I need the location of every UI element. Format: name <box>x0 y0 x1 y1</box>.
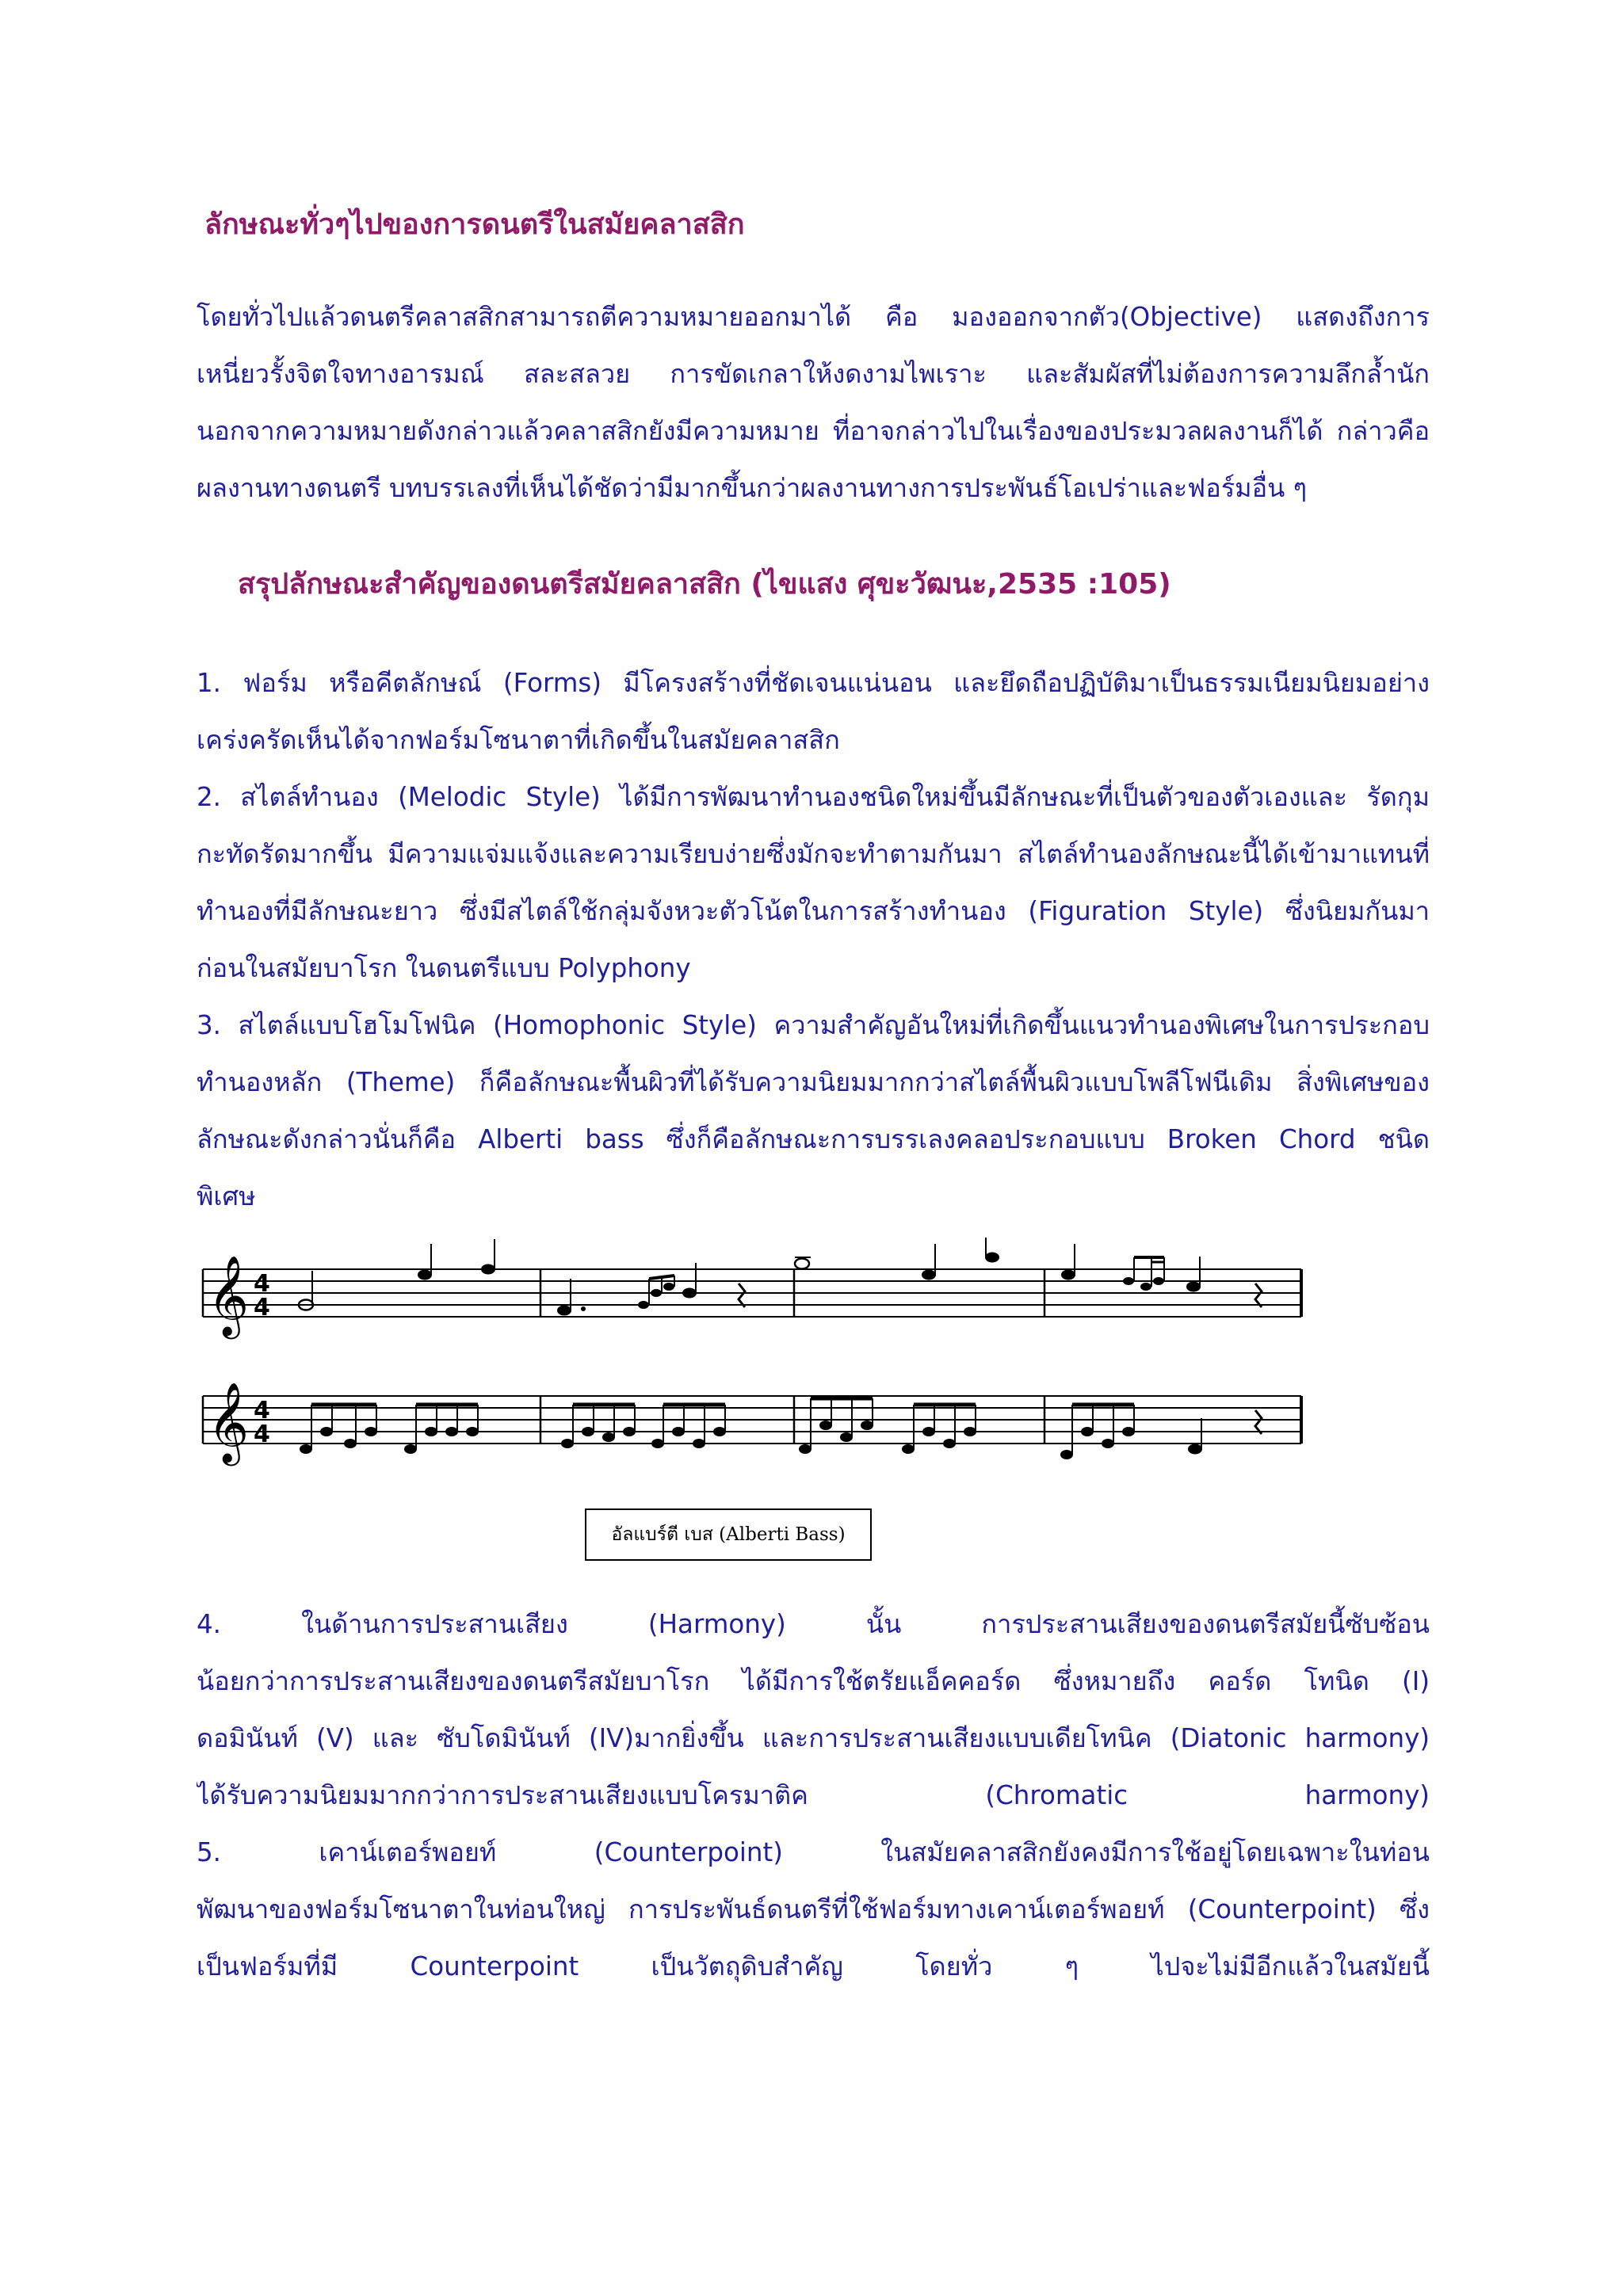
time-signature-top: 4 <box>254 1397 270 1425</box>
item-5-line: พัฒนาของฟอร์มโซนาตาในท่อนใหญ่ การประพันธ์ดนตรีที่ใช้ฟอร์มทางเคาน์เตอร์พอยท์ (Counterpoint) ซึ่ง <box>197 1894 1430 1924</box>
notation-caption: อัลแบร์ตี เบส (Alberti Bass) <box>585 1508 872 1561</box>
heading-summary: สรุปลักษณะสำคัญของดนตรีสมัยคลาสสิก (ไขแสง ศุขะวัฒนะ,2535 :105) <box>238 568 1171 601</box>
item-4-line: ดอมินันท์ (V) และ ซับโดมินันท์ (IV)มากยิ่งขึ้น และการประสานเสียงแบบเดียโทนิค (Diatonic harmony) <box>197 1723 1430 1753</box>
treble-clef-icon: 𝄞 <box>208 1254 250 1336</box>
intro-paragraph <box>197 288 1430 517</box>
item-4-line: น้อยกว่าการประสานเสียงของดนตรีสมัยบาโรก ได้มีการใช้ตรัยแอ็คคอร์ด ซึ่งหมายถึง คอร์ด โทนิด (I) <box>197 1666 1430 1696</box>
time-signature-bottom: 4 <box>254 1421 270 1448</box>
alberti-bass-notation <box>195 1238 1304 1491</box>
item-2-line: ทำนองที่มีลักษณะยาว ซึ่งมีสไตล์ใช้กลุ่มจังหวะตัวโน้ตในการสร้างทำนอง (Figuration Style) ซึ่งนิยมกันมา <box>197 896 1430 926</box>
intro-line: ผลงานทางดนตรี บทบรรเลงที่เห็นได้ชัดว่ามีมากขึ้นกว่าผลงานทางการประพันธ์โอเปร่าและฟอร์มอื่น ๆ <box>197 473 1308 503</box>
item-1-line: เคร่งครัดเห็นได้จากฟอร์มโซนาตาที่เกิดขึ้นในสมัยคลาสสิก <box>197 725 840 755</box>
item-3-line: ลักษณะดังกล่าวนั่นก็คือ Alberti bass ซึ่งก็คือลักษณะการบรรเลงคลอประกอบแบบ Broken Chord ชนิด <box>197 1124 1430 1154</box>
staff-lines <box>203 1269 1301 1444</box>
heading-general-characteristics: ลักษณะทั่วๆไปของการดนตรีในสมัยคลาสสิก <box>204 208 745 241</box>
item-5-line: เป็นฟอร์มที่มี Counterpoint เป็นวัตถุดิบสำคัญ โดยทั่ว ๆ ไปจะไม่มีอีกแล้วในสมัยนี้ <box>197 1951 1430 1981</box>
item-3-line: พิเศษ <box>197 1181 256 1211</box>
intro-line: นอกจากความหมายดังกล่าวแล้วคลาสสิกยังมีความหมาย ที่อาจกล่าวไปในเรื่องของประมวลผลงานก็ได้ กล่าวคือ <box>197 416 1430 446</box>
item-2-line: กะทัดรัดมากขึ้น มีความแจ่มแจ้งและความเรียบง่ายซึ่งมักจะทำตามกันมา สไตล์ทำนองลักษณะนี้ได้เข้ามาแทนที่ <box>197 839 1430 869</box>
time-signature-top: 4 <box>254 1270 270 1298</box>
intro-line: โดยทั่วไปแล้วดนตรีคลาสสิกสามารถตีความหมายออกมาได้ คือ มองออกจากตัว(Objective) แสดงถึงการ <box>197 302 1430 332</box>
item-3-line: 3. สไตล์แบบโฮโมโฟนิค (Homophonic Style) ความสำคัญอันใหม่ที่เกิดขึ้นแนวทำนองพิเศษในการประกอบ <box>197 1010 1430 1040</box>
treble-clef-icon: 𝄞 <box>208 1381 250 1463</box>
item-5-line: 5. เคาน์เตอร์พอยท์ (Counterpoint) ในสมัยคลาสสิกยังคงมีการใช้อยู่โดยเฉพาะในท่อน <box>197 1837 1430 1867</box>
summary-items-top <box>197 654 1430 1225</box>
item-4-line: ได้รับความนิยมมากกว่าการประสานเสียงแบบโครมาติค (Chromatic harmony) <box>197 1780 1430 1810</box>
melody-notes <box>299 1238 1262 1316</box>
item-1-line: 1. ฟอร์ม หรือคีตลักษณ์ (Forms) มีโครงสร้างที่ชัดเจนแน่นอน และยึดถือปฏิบัติมาเป็นธรรมเนียมนิยมอย่าง <box>197 668 1430 698</box>
bar-lines <box>203 1269 1301 1444</box>
intro-line: เหนี่ยวรั้งจิตใจทางอารมณ์ สละสลวย การขัดเกลาให้งดงามไพเราะ และสัมผัสที่ไม่ต้องการความลึกล้ำนัก <box>197 359 1430 389</box>
time-signature-bottom: 4 <box>254 1294 270 1322</box>
summary-items-bottom <box>197 1596 1430 1995</box>
item-2-line: ก่อนในสมัยบาโรก ในดนตรีแบบ Polyphony <box>197 953 691 983</box>
item-2-line: 2. สไตล์ทำนอง (Melodic Style) ได้มีการพัฒนาทำนองชนิดใหม่ขึ้นมีลักษณะที่เป็นตัวของตัวเองและ รัดกุม <box>197 782 1430 812</box>
item-4-line: 4. ในด้านการประสานเสียง (Harmony) นั้น การประสานเสียงของดนตรีสมัยนี้ซับซ้อน <box>197 1609 1430 1639</box>
item-3-line: ทำนองหลัก (Theme) ก็คือลักษณะพื้นผิวที่ได้รับความนิยมมากกว่าสไตล์พื้นผิวแบบโพลีโฟนีเดิม สิ่งพิเศษของ <box>197 1067 1430 1097</box>
